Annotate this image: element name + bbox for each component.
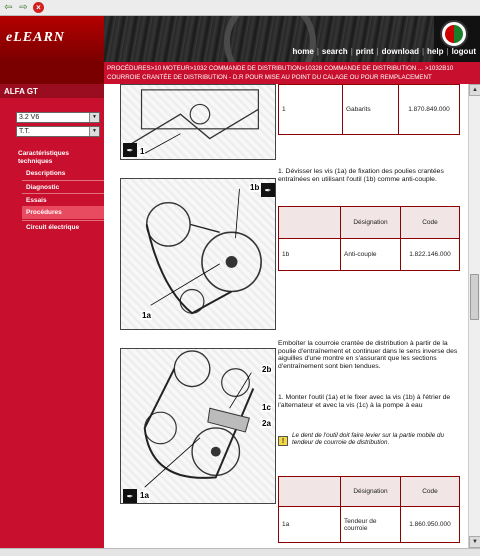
figure-callout: 2a: [262, 419, 271, 428]
model-title: ALFA GT: [0, 84, 104, 98]
table-row: [279, 507, 460, 543]
nav-logout-link[interactable]: logout: [451, 47, 476, 56]
step-1-text: 1. Dévisser les vis (1a) de fixation des poulies crantées entraînées en utilisant l'outil (1b) comme anti-couple.: [278, 168, 444, 183]
figure-tendeur: [120, 348, 276, 504]
table-cell-num: 1: [279, 85, 343, 135]
figure-callout: 1b: [250, 183, 260, 192]
chevron-down-icon[interactable]: ▼: [89, 127, 99, 136]
tools-table-anti-couple: [278, 206, 460, 271]
category-title[interactable]: Caractéristiques techniques: [18, 150, 69, 165]
table-header-code: Code: [401, 207, 460, 239]
main-content: [104, 84, 468, 548]
figure-callout: 1: [140, 147, 145, 156]
table-cell-code: 1.822.146.000: [401, 239, 460, 271]
browser-toolbar: [0, 0, 480, 16]
alfa-romeo-emblem-icon: [440, 20, 468, 48]
version-select-value: T.T.: [19, 128, 30, 135]
table-cell-code: 1.860.950.000: [401, 507, 460, 543]
nav-search-link[interactable]: search: [321, 47, 348, 56]
engine-select[interactable]: [16, 112, 100, 123]
tool-icon: ✒: [123, 143, 137, 157]
sidebar-item-essais[interactable]: Essais: [22, 193, 104, 206]
table-cell-num: 1a: [279, 507, 341, 543]
breadcrumb-path[interactable]: PROCÉDURES>10 MOTEUR>1032 COMMANDE DE DISTRIBUTION>10328 COMMANDE DE DISTRIBUTION ... >1032B10: [107, 65, 454, 72]
tool-icon: ✒: [123, 489, 137, 503]
nav-print-link[interactable]: print: [355, 47, 374, 56]
table-header-empty: [279, 207, 341, 239]
tools-table-gabarits: [278, 84, 460, 135]
table-row: [279, 239, 460, 271]
table-header-row: [279, 207, 460, 239]
table-cell-designation: Tendeur de courroie: [341, 507, 401, 543]
forward-arrow-icon[interactable]: ⇨: [19, 1, 28, 13]
breadcrumb-title: COURROIE CRANTÉE DE DISTRIBUTION - D.R POUR MISE AU POINT DU CALAGE OU POUR REMPLACEMENT: [107, 74, 432, 81]
tool-note-text: Le dent de l'outil doit faire levier sur la partie mobile du tendeur de courroie de distribution.: [292, 432, 445, 447]
top-navigation: home | search | print | download | help | logout: [292, 47, 476, 56]
stop-icon[interactable]: ×: [33, 2, 44, 13]
belt-fitting-text: Emboîter la courroie crantée de distribution à partir de la poulie d'entraînement et continuer dans le sens inverse des aiguilles d'une montre en s'assurant que les sections d'entraînement sont bien tendues.: [278, 340, 458, 370]
table-header-code: Code: [401, 477, 460, 507]
table-header-empty: [279, 477, 341, 507]
figure-tendeur-drawing: [121, 349, 275, 503]
scroll-up-arrow-icon[interactable]: ▲: [469, 84, 480, 96]
figure-callout: 2b: [262, 365, 272, 374]
table-cell-num: 1b: [279, 239, 341, 271]
app-header: [0, 16, 480, 62]
sidebar-item-circuit-electrique[interactable]: Circuit électrique: [22, 220, 104, 233]
figure-gabarits: [120, 84, 276, 160]
figure-anti-couple: [120, 178, 276, 330]
table-cell-designation: Gabarits: [343, 85, 399, 135]
figure-callout: 1a: [140, 491, 149, 500]
step-2-text: 1. Monter l'outil (1a) et le fixer avec la vis (1b) à l'étrier de l'alternateur et avec la vis (1c) à la pompe à eau: [278, 394, 451, 409]
tool-icon: ✒: [261, 183, 275, 197]
table-header-designation: Désignation: [341, 207, 401, 239]
table-cell-code: 1.870.849.000: [399, 85, 460, 135]
elearn-logo: eLEARN: [6, 30, 65, 45]
table-header-row: [279, 477, 460, 507]
content-scrollbar[interactable]: [468, 84, 480, 548]
breadcrumb: [104, 62, 480, 84]
tools-table-tendeur: [278, 476, 460, 543]
scrollbar-thumb[interactable]: [470, 274, 479, 320]
logo-area: [0, 16, 104, 62]
sidebar: [0, 84, 104, 548]
chevron-down-icon[interactable]: ▼: [89, 113, 99, 122]
figure-callout: 1c: [262, 403, 271, 412]
sidebar-item-procedures[interactable]: Procédures: [22, 206, 104, 219]
table-cell-designation: Anti-couple: [341, 239, 401, 271]
scroll-down-arrow-icon[interactable]: ▼: [469, 536, 480, 548]
table-row: [279, 85, 460, 135]
sidebar-item-descriptions[interactable]: Descriptions: [26, 170, 66, 177]
figure-callout: 1a: [142, 311, 151, 320]
table-header-designation: Désignation: [341, 477, 401, 507]
version-select[interactable]: [16, 126, 100, 137]
note-icon: !: [278, 436, 288, 446]
nav-home-link[interactable]: home: [292, 47, 314, 56]
nav-help-link[interactable]: help: [427, 47, 444, 56]
nav-download-link[interactable]: download: [381, 47, 419, 56]
sidebar-header-band: [0, 62, 104, 84]
figure-anti-couple-drawing: [121, 179, 275, 329]
back-arrow-icon[interactable]: ⇦: [4, 1, 13, 13]
browser-status-bar: [0, 548, 480, 556]
engine-select-value: 3.2 V6: [19, 114, 40, 121]
sidebar-item-diagnostic[interactable]: Diagnostic: [22, 180, 104, 193]
